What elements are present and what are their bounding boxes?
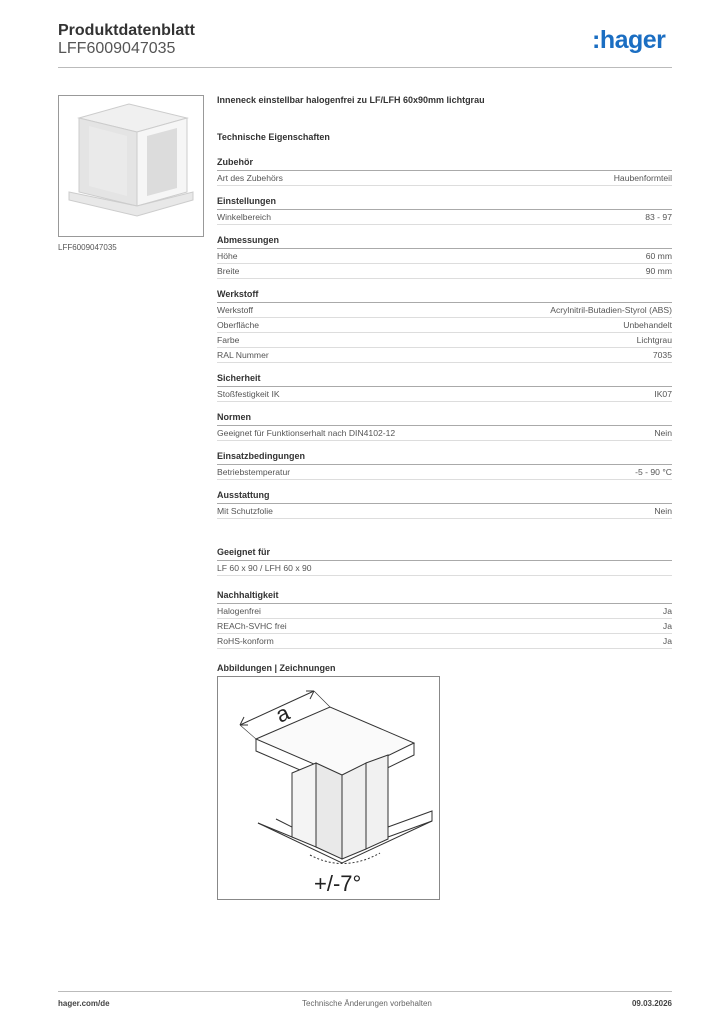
section-heading: Einstellungen: [217, 196, 672, 210]
angle-label: +/-7°: [314, 871, 362, 896]
spec-label: RoHS-konform: [217, 636, 274, 646]
footer-date: 09.03.2026: [631, 999, 672, 1008]
section-suitable: [217, 547, 672, 576]
spec-section: [217, 289, 672, 363]
spec-row: [217, 210, 672, 225]
header-divider: [58, 67, 672, 68]
spec-row: [217, 504, 672, 519]
footer-website[interactable]: hager.com/de: [58, 999, 110, 1008]
spec-row: [217, 249, 672, 264]
tech-heading: Technische Eigenschaften: [217, 132, 330, 142]
spec-value: Acrylnitril-Butadien-Styrol (ABS): [550, 305, 672, 315]
hager-logo: :hager: [592, 26, 666, 54]
spec-label: RAL Nummer: [217, 350, 269, 360]
document-title: Produktdatenblatt: [58, 22, 195, 39]
spec-value: Nein: [654, 428, 672, 438]
spec-label: Art des Zubehörs: [217, 173, 283, 183]
spec-label: Betriebstemperatur: [217, 467, 291, 477]
spec-section: [217, 235, 672, 279]
spec-section: [217, 196, 672, 225]
spec-label: Stoßfestigkeit IK: [217, 389, 280, 399]
spec-section: [217, 451, 672, 480]
spec-row: [217, 426, 672, 441]
spec-row: [217, 318, 672, 333]
spec-label: Oberfläche: [217, 320, 260, 330]
section-heading: Normen: [217, 412, 672, 426]
spec-row: [217, 171, 672, 186]
footer-divider: [58, 991, 672, 992]
spec-label: LF 60 x 90 / LFH 60 x 90: [217, 563, 312, 573]
spec-section: [217, 412, 672, 441]
spec-label: Halogenfrei: [217, 606, 261, 616]
spec-section: [217, 373, 672, 402]
spec-value: Lichtgrau: [636, 335, 672, 345]
product-title: Inneneck einstellbar halogenfrei zu LF/LFH 60x90mm lichtgrau: [217, 95, 485, 105]
spec-label: Farbe: [217, 335, 240, 345]
spec-label: Breite: [217, 266, 240, 276]
section-heading: Einsatzbedingungen: [217, 451, 672, 465]
section-heading: Ausstattung: [217, 490, 672, 504]
spec-row: [217, 604, 672, 619]
spec-value: Nein: [654, 506, 672, 516]
section-heading: Nachhaltigkeit: [217, 590, 672, 604]
product-image: [58, 95, 204, 237]
spec-value: Haubenformteil: [613, 173, 672, 183]
logo-text: hager: [599, 26, 666, 54]
spec-row: [217, 303, 672, 318]
spec-label: Mit Schutzfolie: [217, 506, 273, 516]
spec-row: [217, 634, 672, 649]
footer-disclaimer: Technische Änderungen vorbehalten: [302, 999, 432, 1008]
spec-value: 60 mm: [645, 251, 672, 261]
drawings-heading: Abbildungen | Zeichnungen: [217, 663, 336, 673]
spec-label: Werkstoff: [217, 305, 253, 315]
spec-row: [217, 561, 672, 576]
dimension-label: a: [271, 699, 294, 728]
spec-value: Ja: [662, 636, 672, 646]
spec-value: -5 - 90 °C: [635, 467, 672, 477]
section-heading: Werkstoff: [217, 289, 672, 303]
section-heading: Zubehör: [217, 157, 672, 171]
spec-value: Unbehandelt: [623, 320, 672, 330]
spec-label: Höhe: [217, 251, 238, 261]
spec-label: Winkelbereich: [217, 212, 271, 222]
spec-label: REACh-SVHC frei: [217, 621, 287, 631]
spec-section: [217, 490, 672, 519]
spec-value: 90 mm: [645, 266, 672, 276]
technical-drawing: [217, 676, 440, 900]
spec-row: [217, 387, 672, 402]
datasheet-body: [217, 95, 672, 673]
spec-row: [217, 264, 672, 279]
spec-row: [217, 465, 672, 480]
spec-row: [217, 619, 672, 634]
spec-value: Ja: [662, 621, 672, 631]
article-number: LFF6009047035: [58, 40, 176, 57]
header: [58, 22, 195, 58]
spec-section: [217, 157, 672, 186]
spec-value: 83 - 97: [645, 212, 672, 222]
spec-value: 7035: [652, 350, 672, 360]
spec-value: Ja: [662, 606, 672, 616]
spec-value: IK07: [654, 389, 672, 399]
spec-row: [217, 333, 672, 348]
section-heading: Sicherheit: [217, 373, 672, 387]
section-heading: Geeignet für: [217, 547, 672, 561]
spec-row: [217, 348, 672, 363]
section-sustainability: [217, 590, 672, 649]
section-heading: Abmessungen: [217, 235, 672, 249]
spec-label: Geeignet für Funktionserhalt nach DIN4102-12: [217, 428, 396, 438]
image-caption: LFF6009047035: [58, 243, 117, 252]
